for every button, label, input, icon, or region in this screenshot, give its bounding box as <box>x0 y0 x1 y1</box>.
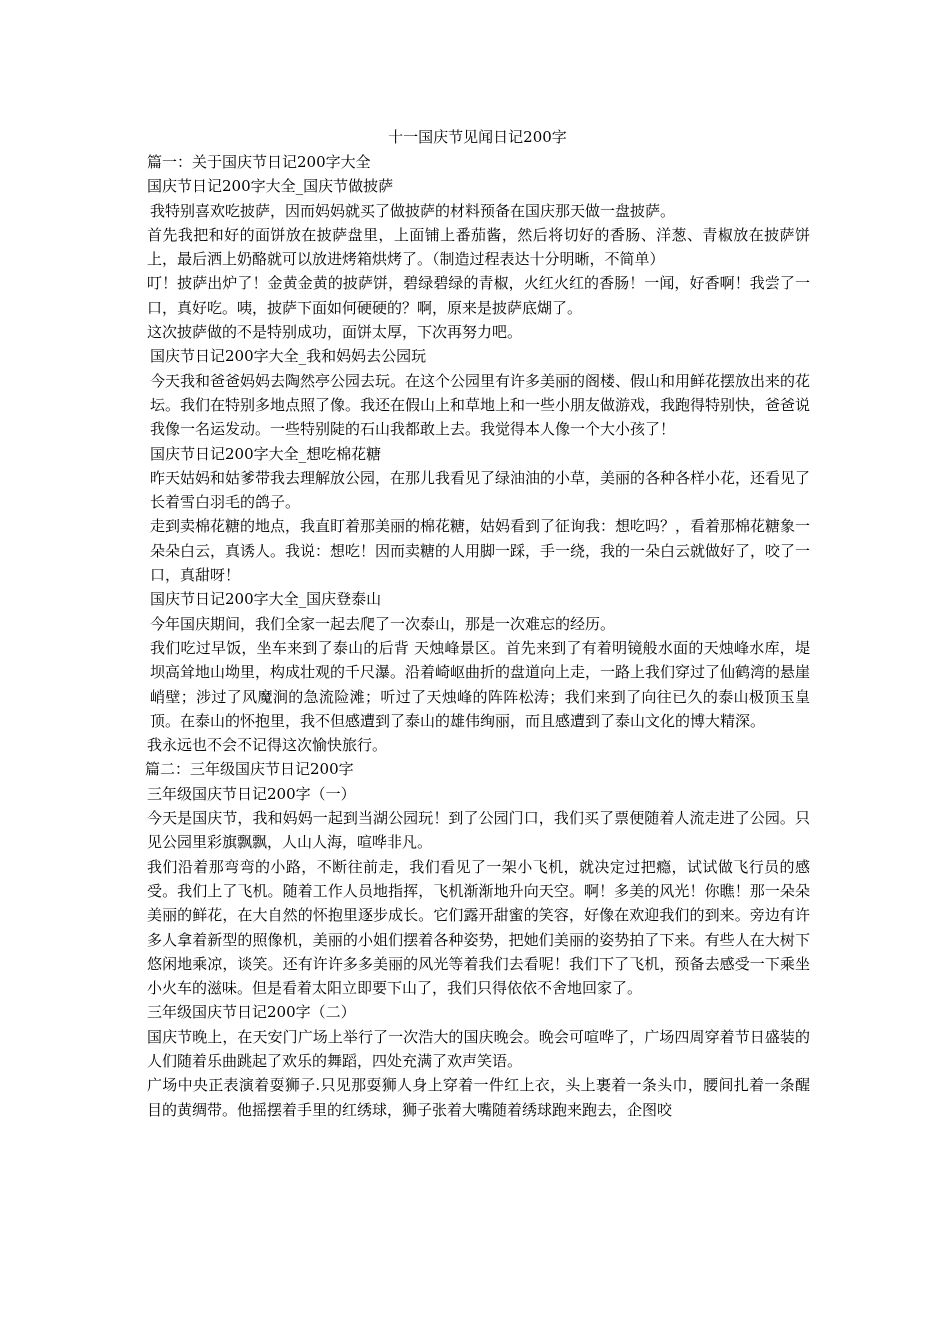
paragraph: 叮！披萨出炉了！金黄金黄的披萨饼，碧绿碧绿的青椒，火红火红的香肠！一闻，好香啊！我尝了一口，真好吃。咦，披萨下面如何硬硬的？啊，原来是披萨底煳了。 <box>147 274 810 317</box>
paragraph: 国庆节晚上，在天安门广场上举行了一次浩大的国庆晚会。晚会可喧哗了，广场四周穿着节日盛装的人们随着乐曲跳起了欢乐的舞蹈，四处充满了欢声笑语。 <box>147 1027 810 1070</box>
paragraph: 我们吃过早饭，坐车来到了泰山的后背 天烛峰景区。首先来到了有着明镜般水面的天烛峰水库，堤坝高耸地山坳里，构成壮观的千尺瀑。沿着崎岖曲折的盘道向上走，一路上我们穿过了仙鹤湾的悬崖峭壁；涉过了风魔涧的急流险滩；听过了天烛峰的阵阵松涛；我们来到了向往已久的泰山极顶玉皇顶。在泰山的怀抱里，我不但感遭到了泰山的雄伟绚丽，而且感遭到了泰山文化的博大精深。 <box>150 638 811 730</box>
paragraph: 这次披萨做的不是特别成功，面饼太厚，下次再努力吧。 <box>147 323 523 342</box>
paragraph: 我们沿着那弯弯的小路，不断往前走，我们看见了一架小飞机，就决定过把瘾，试试做飞行员的感受。我们上了飞机。随着工作人员地指挥，飞机渐渐地升向天空。啊！多美的风光！你瞧！那一朵朵美丽的鲜花，在大自然的怀抱里逐步成长。它们露开甜蜜的笑容，好像在欢迎我们的到来。旁边有许多人拿着新型的照像机，美丽的小姐们摆着各种姿势，把她们美丽的姿势拍了下来。有些人在大树下悠闲地乘凉，谈笑。还有许许多多美丽的风光等着我们去看呢！我们下了飞机，预备去感受一下乘坐小火车的滋味。但是看着太阳立即要下山了，我们只得依依不舍地回家了。 <box>147 857 810 998</box>
document-title: 十一国庆节见闻日记200字 <box>388 128 567 146</box>
paragraph: 我特别喜欢吃披萨，因而妈妈就买了做披萨的材料预备在国庆那天做一盘披萨。 <box>150 201 676 220</box>
paragraph: 昨天姑妈和姑爹带我去理解放公园，在那儿我看见了绿油油的小草，美丽的各种各样小花，还看见了长着雪白羽毛的鸽子。 <box>150 468 811 512</box>
paragraph: 我永远也不会不记得这次愉快旅行。 <box>147 736 388 755</box>
paragraph: 三年级国庆节日记200字（二） <box>147 1003 356 1022</box>
paragraph: 今年国庆期间，我们全家一起去爬了一次泰山，那是一次难忘的经历。 <box>150 614 616 633</box>
paragraph: 今天是国庆节，我和妈妈一起到当湖公园玩！到了公园门口，我们买了票便随着人流走进了公园。只见公园里彩旗飘飘，人山人海，喧哗非凡。 <box>147 809 810 852</box>
paragraph: 篇一：关于国庆节日记200字大全 <box>147 153 371 171</box>
paragraph: 三年级国庆节日记200字（一） <box>147 784 356 803</box>
paragraph: 篇二：三年级国庆节日记200字 <box>145 760 354 779</box>
paragraph: 国庆节日记200字大全_想吃棉花糖 <box>150 444 382 463</box>
paragraph: 广场中央正表演着耍狮子.只见那耍狮人身上穿着一件红上衣，头上裹着一条头巾，腰间扎着一条醒目的黄绸带。他摇摆着手里的红绣球，狮子张着大嘴随着绣球跑来跑去，企图咬 <box>147 1076 810 1119</box>
paragraph: 今天我和爸爸妈妈去陶然亭公园去玩。在这个公园里有许多美丽的阁楼、假山和用鲜花摆放出来的花坛。我们在特别多地点照了像。我还在假山上和草地上和一些小朋友做游戏，我跑得特别快，爸爸说我像一名运发动。一些特别陡的石山我都敢上去。我觉得本人像一个大小孩了！ <box>150 371 811 439</box>
paragraph: 国庆节日记200字大全_国庆登泰山 <box>150 590 382 609</box>
paragraph: 首先我把和好的面饼放在披萨盘里，上面铺上番茄酱，然后将切好的香肠、洋葱、青椒放在披萨饼上，最后洒上奶酪就可以放进烤箱烘烤了。（制造过程表达十分明晰，不简单） <box>147 225 810 269</box>
paragraph: 国庆节日记200字大全_我和妈妈去公园玩 <box>150 347 427 366</box>
paragraph: 国庆节日记200字大全_国庆节做披萨 <box>147 177 394 196</box>
paragraph: 走到卖棉花糖的地点，我直盯着那美丽的棉花糖，姑妈看到了征询我：想吃吗？，看着那棉花糖象一朵朵白云，真诱人。我说：想吃！因而卖糖的人用脚一踩，手一绕，我的一朵白云就做好了，咬了一口，真甜呀！ <box>150 517 811 585</box>
document-body <box>145 150 810 1122</box>
document-page <box>145 124 810 1122</box>
